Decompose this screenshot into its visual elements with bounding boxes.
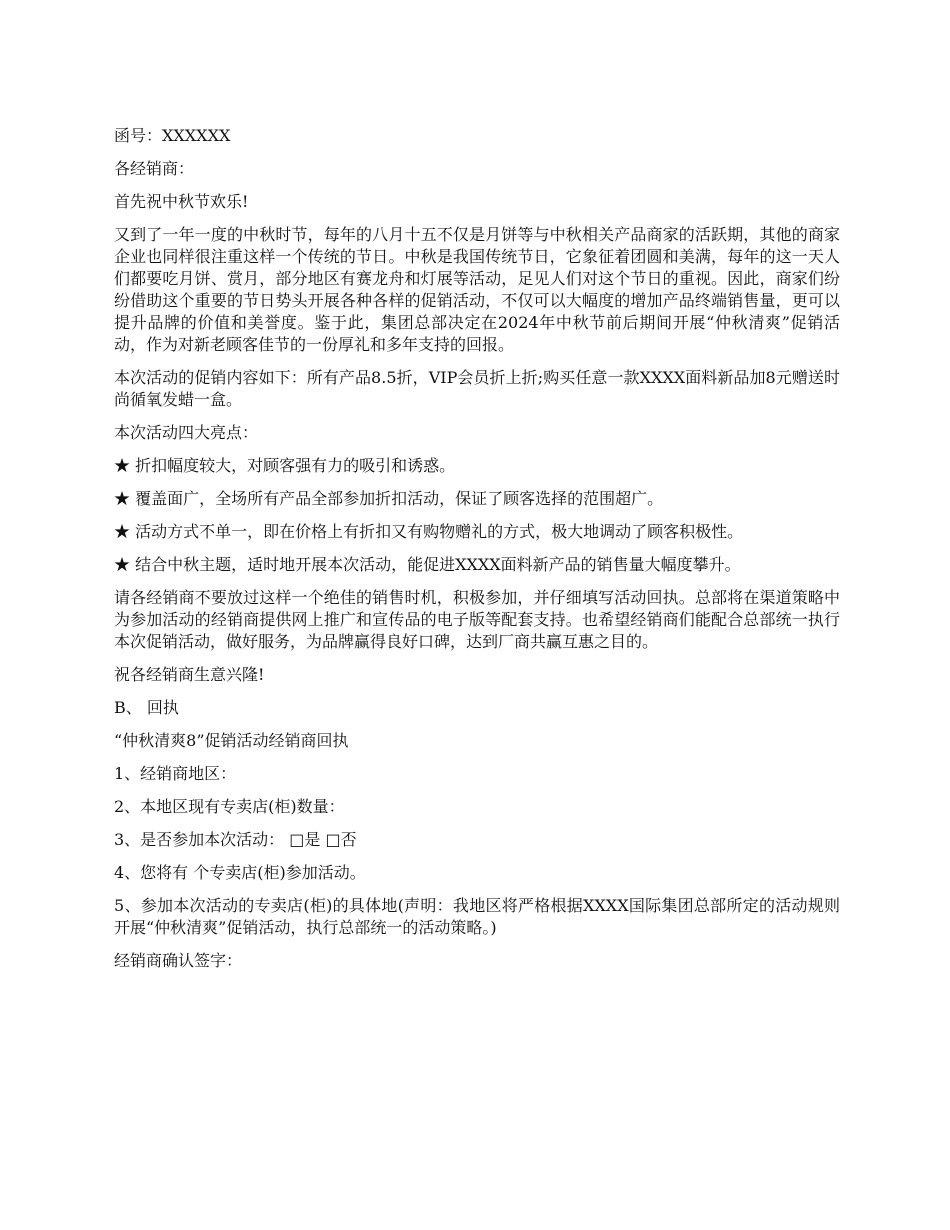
receipt-item: 5、参加本次活动的专卖店(柜)的具体地(声明：我地区将严格根据XXXX国际集团总部所定的活动规则开展“仲秋清爽”促销活动，执行总部统一的活动策略。) — [114, 896, 840, 937]
letter-number: 函号：XXXXXX — [114, 126, 231, 145]
request-paragraph: 请各经销商不要放过这样一个绝佳的销售时机，积极参加，并仔细填写活动回执。总部将在渠道策略中为参加活动的经销商提供网上推广和宣传品的电子版等配套支持。也希望经销商们能配合总部统一执行本次促销活动，做好服务，为品牌赢得良好口碑，达到厂商共赢互惠之目的。 — [114, 588, 840, 651]
highlight-item: ★ 折扣幅度较大，对顾客强有力的吸引和诱惑。 — [114, 456, 456, 475]
salutation: 各经销商： — [114, 159, 195, 178]
highlight-item: ★ 覆盖面广，全场所有产品全部参加折扣活动，保证了顾客选择的范围超广。 — [114, 489, 664, 508]
wish-line: 祝各经销商生意兴隆! — [114, 665, 265, 684]
greeting: 首先祝中秋节欢乐! — [114, 192, 249, 211]
receipt-item: 4、您将有 个专卖店(柜)参加活动。 — [114, 863, 366, 882]
signature-line: 经销商确认签字： — [114, 951, 243, 970]
receipt-item: 1、经销商地区： — [114, 764, 237, 783]
receipt-item: 3、是否参加本次活动： □是 □否 — [114, 830, 357, 849]
receipt-item: 2、本地区现有专卖店(柜)数量： — [114, 797, 345, 816]
document-page — [114, 125, 840, 983]
receipt-title: “仲秋清爽8”促销活动经销商回执 — [114, 731, 349, 750]
highlight-item: ★ 结合中秋主题，适时地开展本次活动，能促进XXXX面料新产品的销售量大幅度攀升。 — [114, 555, 741, 574]
intro-paragraph: 又到了一年一度的中秋时节，每年的八月十五不仅是月饼等与中秋相关产品商家的活跃期，其他的商家企业也同样很注重这样一个传统的节日。中秋是我国传统节日，它象征着团圆和美满，每年的这一天人们都要吃月饼、赏月，部分地区有赛龙舟和灯展等活动，足见人们对这个节日的重视。因此，商家们纷纷借助这个重要的节日势头开展各种各样的促销活动，不仅可以大幅度的增加产品终端销售量，更可以提升品牌的价值和美誉度。鉴于此，集团总部决定在2024年中秋节前后期间开展“仲秋清爽”促销活动，作为对新老顾客佳节的一份厚礼和多年支持的回报。 — [114, 225, 840, 354]
promo-paragraph: 本次活动的促销内容如下：所有产品8.5折，VIP会员折上折;购买任意一款XXXX面料新品加8元赠送时尚循氧发蜡一盒。 — [114, 368, 840, 409]
highlights-title: 本次活动四大亮点： — [114, 423, 259, 442]
receipt-heading: B、 回执 — [114, 698, 179, 717]
highlight-item: ★ 活动方式不单一，即在价格上有折扣又有购物赠礼的方式，极大地调动了顾客积极性。 — [114, 522, 744, 541]
